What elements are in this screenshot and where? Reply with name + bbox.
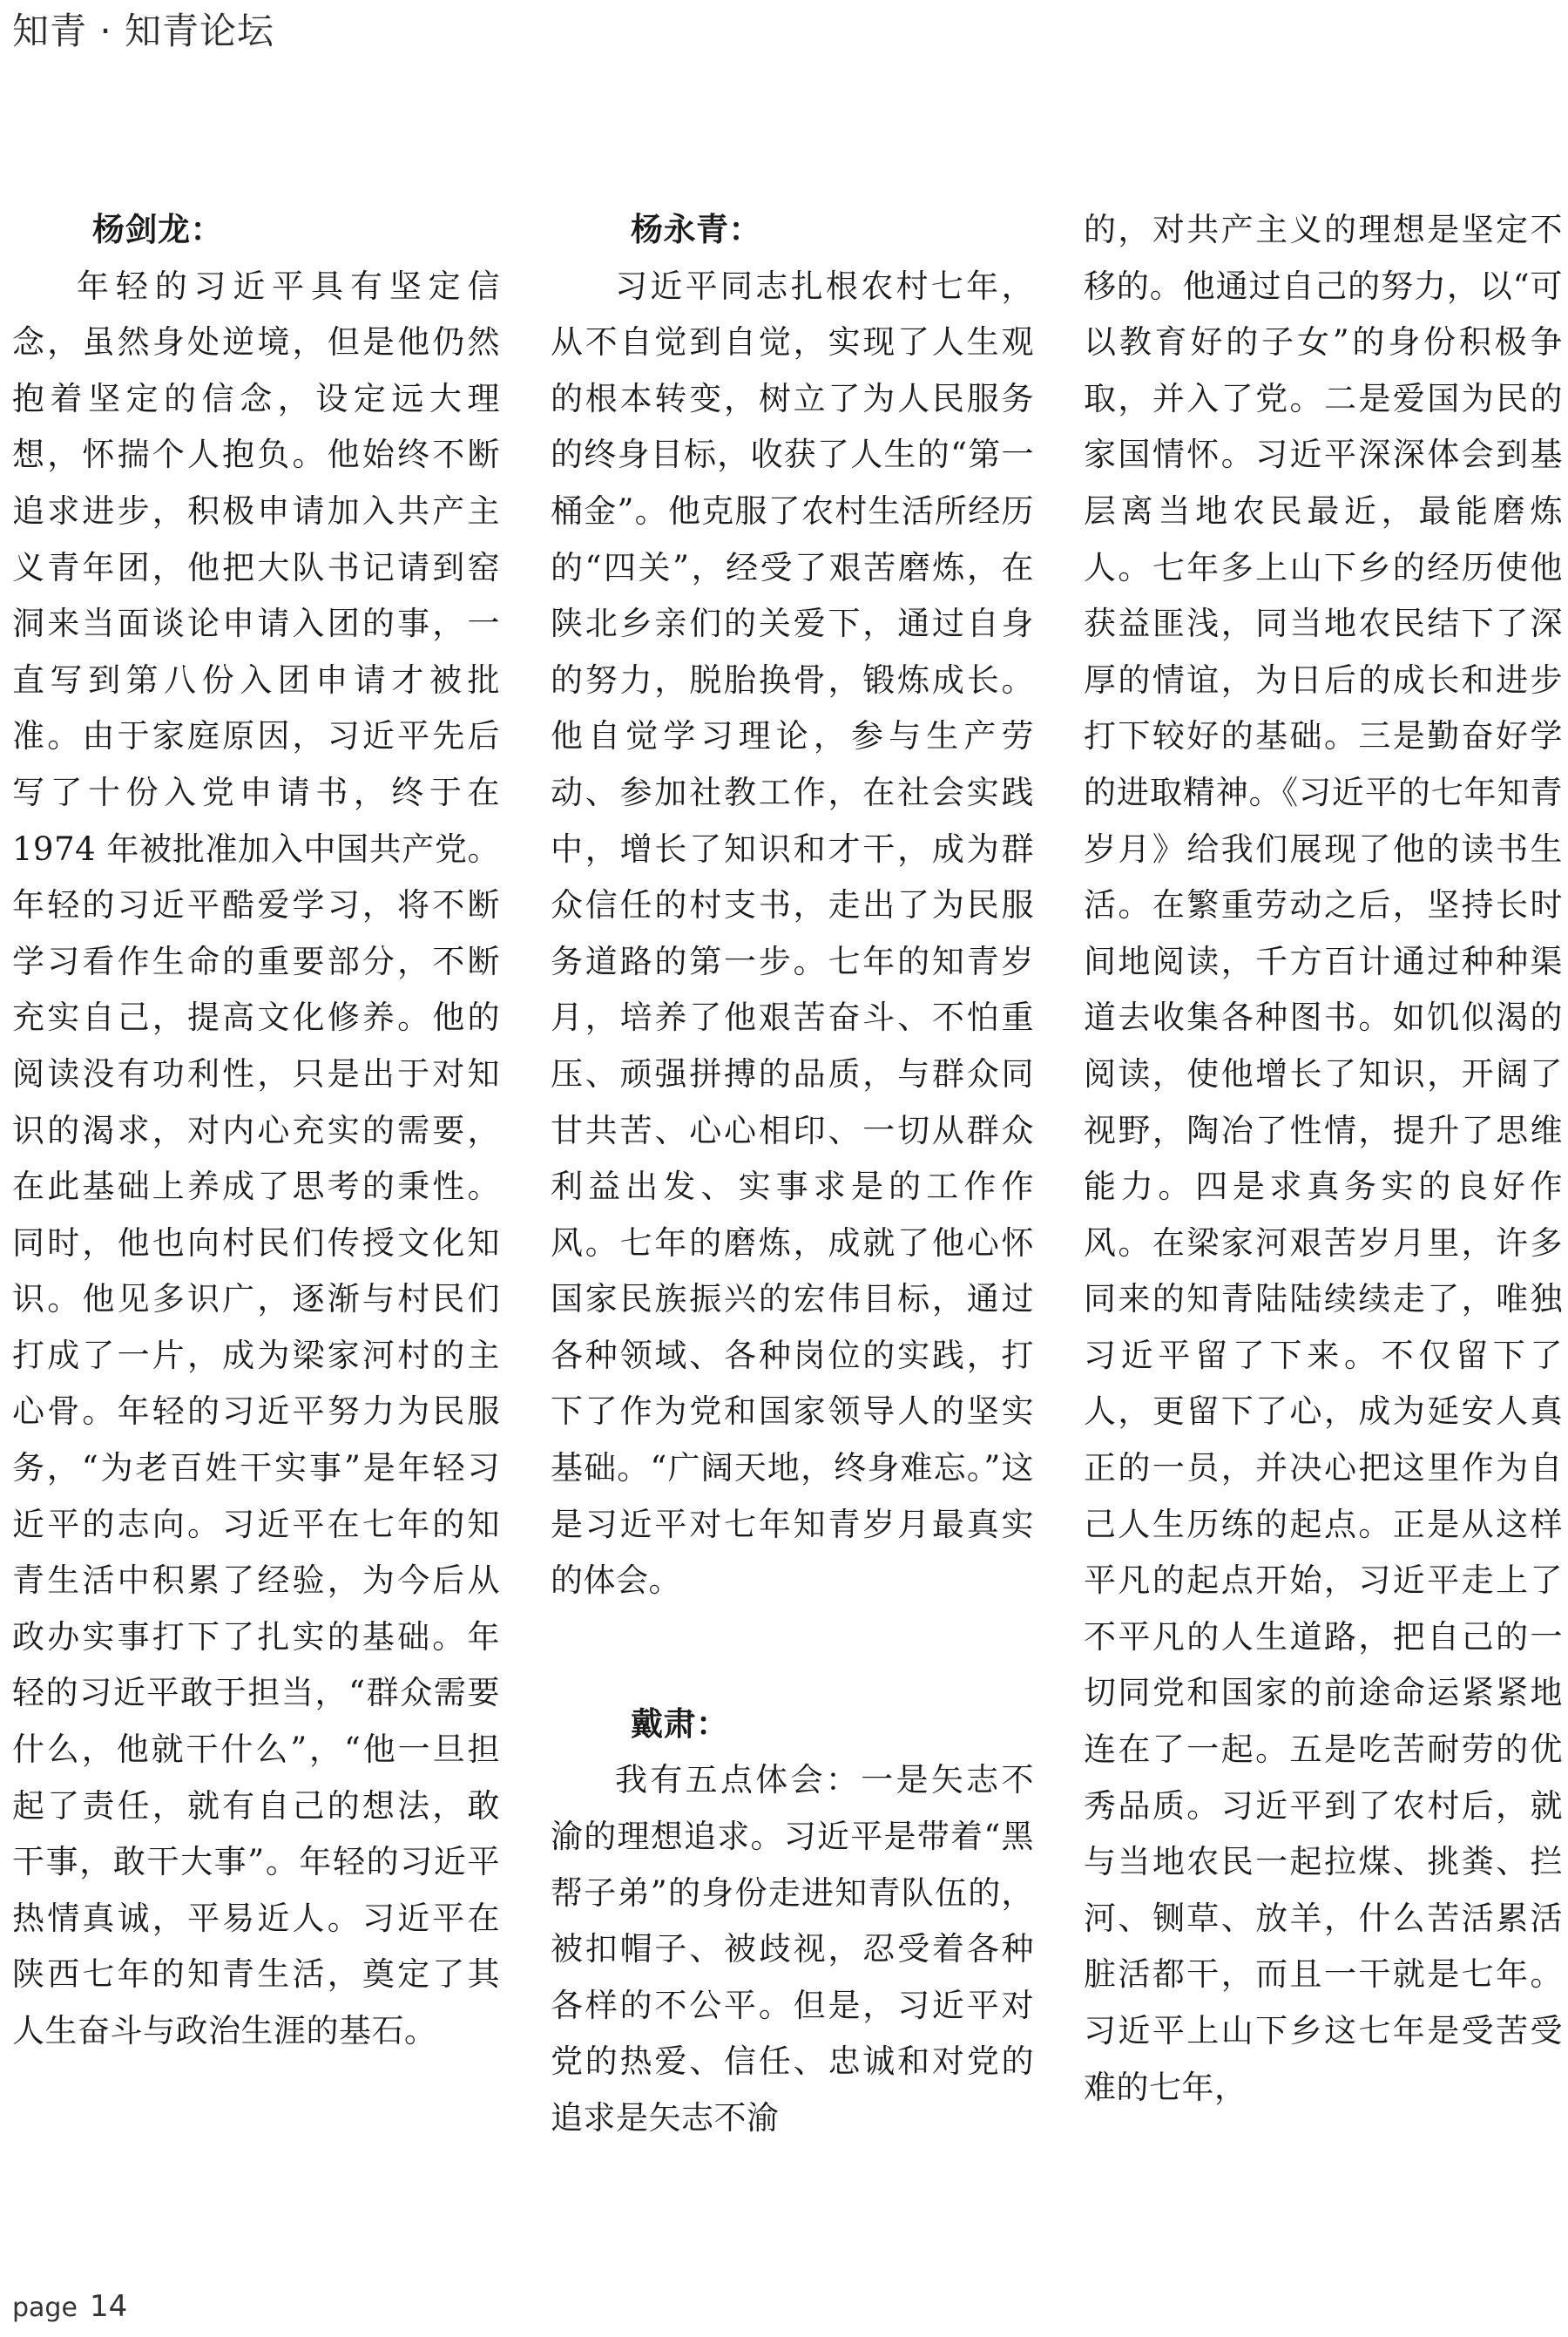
page-footer (12, 2285, 127, 2334)
speaker-statement: 习近平同志扎根农村七年，从不自觉到自觉，实现了人生观的根本转变，树立了为人民服务的终身目标，收获了人生的“第一桶金”。他克服了农村生活所经历的“四关”，经受了艰苦磨炼，在陕北乡亲们的关爱下，通过自身的努力，脱胎换骨，锻炼成长。他自觉学习理论，参与生产劳动、参加社教工作，在社会实践中，增长了知识和才干，成为群众信任的村支书，走出了为民服务道路的第一步。七年的知青岁月，培养了他艰苦奋斗、不怕重压、顽强拼搏的品质，与群众同甘共苦、心心相印、一切从群众利益出发、实事求是的工作作风。七年的磨炼，成就了他心怀国家民族振兴的宏伟目标，通过各种领域、各种岗位的实践，打下了作为党和国家领导人的坚实基础。“广阔天地，终身难忘。”这是习近平对七年知青岁月最真实的体会。 (551, 267, 1034, 1600)
article-column-2 (551, 202, 1034, 2147)
speaker-name: 杨剑龙： (92, 211, 223, 248)
paragraph-spacer (551, 1609, 1034, 1697)
speaker-name: 杨永青： (631, 211, 761, 248)
page-number: 14 (89, 2289, 128, 2324)
article-column-1 (12, 202, 500, 2060)
article-column-3 (1084, 202, 1563, 2116)
page-label: page (12, 2293, 78, 2323)
speaker-statement: 年轻的习近平具有坚定信念，虽然身处逆境，但是他仍然抱着坚定的信念，设定远大理想，怀揣个人抱负。他始终不断追求进步，积极申请加入共产主义青年团，他把大队书记请到窑洞来当面谈论申请入团的事，一直写到第八份入团申请才被批准。由于家庭原因，习近平先后写了十份入党申请书，终于在 1974 年被批准加入中国共产党。年轻的习近平酷爱学习，将不断学习看作生命的重要部分，不断充实自己，提高文化修养。他的阅读没有功利性，只是出于对知识的渴求，对内心充实的需要，在此基础上养成了思考的秉性。同时，他也向村民们传授文化知识。他见多识广，逐渐与村民们打成了一片，成为梁家河村的主心骨。年轻的习近平努力为民服务，“为老百姓干实事”是年轻习近平的志向。习近平在七年的知青生活中积累了经验，为今后从政办实事打下了扎实的基础。年轻的习近平敢于担当，“群众需要什么，他就干什么”，“他一旦担起了责任，就有自己的想法，敢干事，敢干大事”。年轻的习近平热情真诚，平易近人。习近平在陕西七年的知青生活，奠定了其人生奋斗与政治生涯的基石。 (12, 267, 500, 2049)
section-header: 知青 · 知青论坛 (12, 10, 275, 52)
speaker-name: 戴肃： (631, 1704, 729, 1743)
speaker-statement: 我有五点体会：一是矢志不渝的理想追求。习近平是带着“黑帮子弟”的身份走进知青队伍的，被扣帽子、被歧视，忍受着各种各样的不公平。但是，习近平对党的热爱、信任、忠诚和对党的追求是矢志不渝 (551, 1761, 1034, 2137)
speaker-statement-continued: 的，对共产主义的理想是坚定不移的。他通过自己的努力，以“可以教育好的子女”的身份积极争取，并入了党。二是爱国为民的家国情怀。习近平深深体会到基层离当地农民最近，最能磨炼人。七年多上山下乡的经历使他获益匪浅，同当地农民结下了深厚的情谊，为日后的成长和进步打下较好的基础。三是勤奋好学的进取精神。《习近平的七年知青岁月》给我们展现了他的读书生活。在繁重劳动之后，坚持长时间地阅读，千方百计通过种种渠道去收集各种图书。如饥似渴的阅读，使他增长了知识，开阔了视野，陶冶了性情，提升了思维能力。四是求真务实的良好作风。在梁家河艰苦岁月里，许多同来的知青陆陆续续走了，唯独习近平留了下来。不仅留下了人，更留下了心，成为延安人真正的一员，并决心把这里作为自己人生历练的起点。正是从这样平凡的起点开始，习近平走上了不平凡的人生道路，把自己的一切同党和国家的前途命运紧紧地连在了一起。五是吃苦耐劳的优秀品质。习近平到了农村后，就与当地农民一起拉煤、挑粪、拦河、铡草、放羊，什么苦活累活脏活都干，而且一干就是七年。习近平上山下乡这七年是受苦受难的七年， (1084, 211, 1563, 2106)
